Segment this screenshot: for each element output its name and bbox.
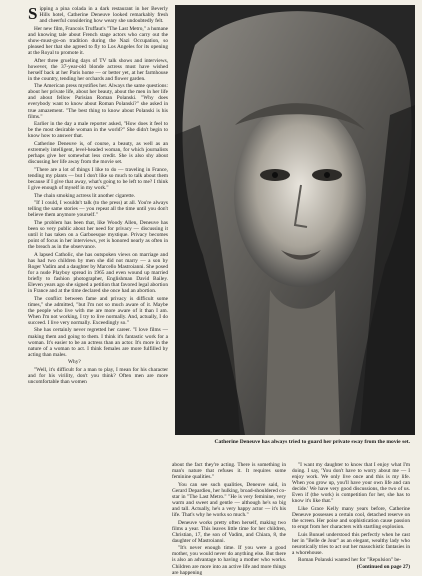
paragraph: Deneuve works pretty often herself, making two films a year. This leaves little time for her children, Christian, 17, the son of Vadim, and Chiara, 8, the daughter of Mastroianni.: [172, 519, 286, 544]
paragraph: A lapsed Catholic, she has outspoken views on marriage and has had two children by men she did not marry — a son by Roger Vadim and a daughter by Marcello Mastroianni. She posed for a nude Playboy spread in 1965 and even wound up married briefly to fashion photographer, Englishman David Bailey. Eleven years ago she signed a petition that favored legal abortion in France and at the time declared she once had an abortion.: [28, 251, 168, 294]
paragraph: Earlier in the day a male reporter asked, "How does it feel to be the most desirable woman in the world?" She didn't begin to know how to answer that.: [28, 121, 168, 140]
paragraph: "If I could, I wouldn't talk (to the press) at all. You're always telling the same stories — you repeat all the time until you don't believe them anymore yourself.": [28, 200, 168, 219]
portrait-image: [175, 5, 415, 435]
drop-cap: S: [28, 4, 38, 23]
paragraph: Her new film, Francois Truffaut's "The Last Metro," a humane and knowing tale about French stage actors who carry out the show-must-go-on tradition during the Nazi Occupation, so pleased her that she agreed to fly to Los Angeles for its opening at the Royal to promote it.: [28, 25, 168, 56]
paragraph: ipping a pina colada in a dark restaurant in her Beverly Hills hotel, Catherine Deneuve looked remarkably fresh and cheerful considering how weary she undoubtedly felt.: [39, 6, 168, 25]
paragraph: You can see such qualities, Deneuve said, in Gerard Depardieu, her hulking, broad-shouldered co-star in "The Last Metro." "He is very feminine, very warm and sweet and gentle — although he's so big and tall. Actually, he's a very happy actor — it's his life. That's why he works so much.": [172, 481, 286, 518]
photo-caption: Catherine Deneuve has always tried to guard her private sway from the movie set.: [214, 439, 410, 445]
continued-note: (Continued on page 27): [356, 563, 410, 570]
article-right-column: [292, 462, 410, 570]
paragraph: "I want my daughter to know that I enjoy what I'm doing. I say, 'You don't have to worry about me — I enjoy work. We only live once and this is my life. When you grow up, you'll have your own life and can decide.' We have very good discussions, the two of us. Even if (the work) is competition for her, she has to know it's like that.": [292, 462, 410, 505]
paragraph: "Well, it's difficult for a man to play, I mean for his character and for his virility, don't you think? Often men are more uncomfortable than women: [28, 366, 168, 386]
paragraph: Luis Bunuel understood this perfectly when he cast her in "Belle de Jour" as an elegant, wealthy lady who neurotically tries to act out her masochistic fantasies in a whorehouse.: [292, 531, 410, 556]
paragraph: She has certainly never regretted her career. "I love films — making them and going to them. I think it's fantastic work for a woman. It's easier to be an actress than an actor. It's more in the nature of a woman to act. I think females are more fulfilled by acting than males.: [28, 327, 168, 358]
article-middle-column: [172, 462, 286, 576]
paragraph: The American press mystifies her. Always the same questions: about her private life, about her beauty, about the men in her life and about fellow Parisian Roman Polanski. "Why does everybody want to know about Roman Polanski?" she asked in true amazement. "The best thing to know about Polanski is his films.": [28, 83, 168, 120]
paragraph: The conflict between fame and privacy is difficult some times," she admitted, "but I'm not so much aware of it. Maybe the people who live with me are more aware of it than I am. When I'm not working, I try to live normally. And, actually, I do succeed. I live very normally. Exceedingly so.": [28, 295, 168, 326]
paragraph: "It's never enough time. If you were a good mother, you would never do anything else. But there is also an advantage to having a mother who works. Children are more into an active life and more things are happening: [172, 545, 286, 576]
paragraph: Why?: [68, 359, 81, 366]
paragraph: Catherine Deneuve is, of course, a beauty, as well as an extremely intelligent, level-headed woman, for which journalists perhaps give her somewhat less credit. She is also shy about discussing her life away from the movie set.: [28, 140, 168, 166]
paragraph: The chain smoking actress lit another cigarette.: [34, 192, 136, 199]
paragraph: about the fact they're acting. There is something in man's nature that refuses it. It requires some feminine qualities.": [172, 462, 286, 481]
paragraph: The problem has been that, like Woody Allen, Deneuve has been so very public about her need for privacy — discussing it until it has taken on a Garboesque mystique. Privacy becomes point of focus in her interviews, yet is honored nearly as often in the breach as in the observance.: [28, 219, 168, 251]
portrait-photo: [175, 5, 415, 435]
paragraph: Like Grace Kelly many years before, Catherine Deneuve possesses a certain cool, detached reserve on the screen. Her poise and sophistication cause passion to erupt from her characters with startling explosion.: [292, 505, 410, 531]
article-left-column: [28, 6, 168, 385]
paragraph: After three grueling days of TV talk shows and interviews, however, the 37-year-old blonde actress must have wished herself back at her Paris home — or better yet, at her farmhouse in the country, tending her orchards and flower garden.: [28, 57, 168, 82]
paragraph: Roman Polanski wanted her for "Repulsion" be-: [298, 557, 402, 564]
paragraph: "There are a lot of things I like to do — traveling in France, tending my plants — but I don't like so much to talk about them because if I give that away, what's going to be left to me? I think I give enough of myself in my work.": [28, 166, 168, 191]
